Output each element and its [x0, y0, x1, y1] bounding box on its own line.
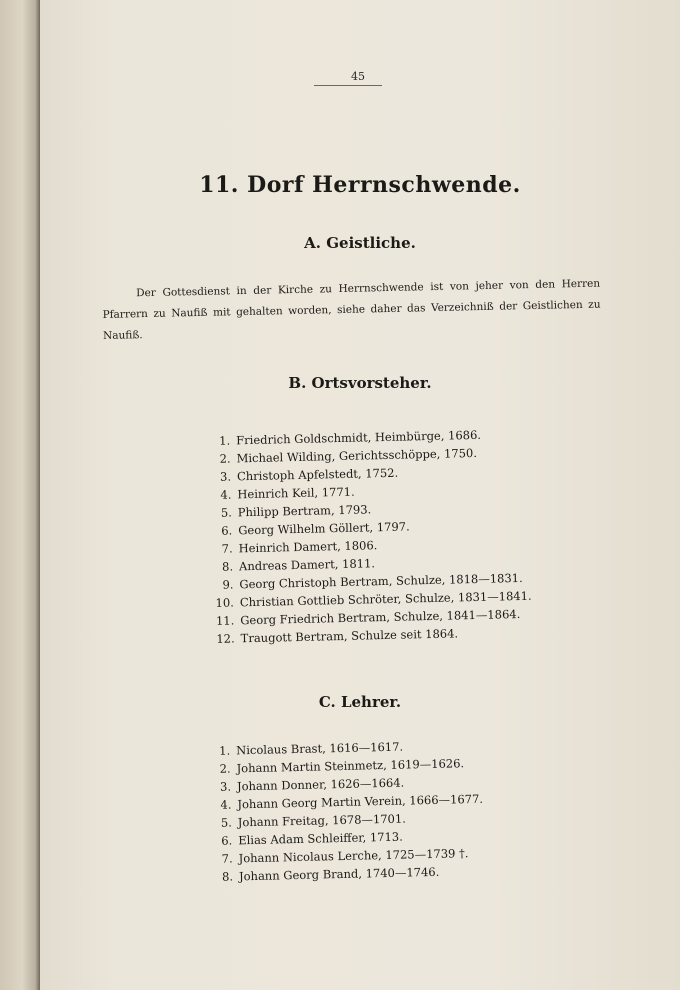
list-item-text: Johann Nicolaus Lerche, 1725—1739 †.: [238, 846, 469, 866]
list-item-text: Elias Adam Schleiffer, 1713.: [238, 829, 403, 848]
list-item-number: 8.: [221, 559, 234, 574]
list-item-number: 1.: [219, 433, 231, 448]
list-item-text: Traugott Bertram, Schulze seit 1864.: [240, 626, 459, 646]
chapter-title: 11. Dorf Herrnschwende.: [199, 172, 521, 198]
list-item-text: Christian Gottlieb Schröter, Schulze, 1831—1841.: [239, 588, 532, 610]
list-item-number: 6.: [221, 523, 233, 538]
section-heading-mayors: B. Ortsvorsteher.: [288, 374, 432, 392]
list-item-text: Johann Donner, 1626—1664.: [236, 775, 405, 794]
list-item-number: 4.: [220, 487, 232, 502]
header-rule: [314, 85, 382, 86]
list-item-text: Andreas Damert, 1811.: [238, 556, 376, 574]
list-item-text: Johann Martin Steinmetz, 1619—1626.: [236, 756, 465, 776]
page-number: 45: [351, 70, 365, 83]
list-item-text: Nicolaus Brast, 1616—1617.: [236, 739, 404, 758]
list-item-number: 1.: [219, 743, 231, 758]
list-item-number: 5.: [220, 815, 232, 830]
book-page: [40, 0, 680, 990]
list-item-number: 6.: [221, 833, 233, 848]
list-item-text: Heinrich Damert, 1806.: [238, 538, 378, 556]
list-item-text: Georg Wilhelm Göllert, 1797.: [238, 519, 410, 538]
list-item-text: Friedrich Goldschmidt, Heimbürge, 1686.: [236, 427, 482, 448]
list-item-number: 2.: [219, 761, 231, 776]
section-heading-teachers: C. Lehrer.: [318, 693, 402, 711]
list-item-number: 9.: [222, 577, 234, 592]
list-item-number: 3.: [219, 779, 232, 794]
list-item-number: 2.: [219, 451, 231, 466]
clergy-text: Der Gottesdienst in der Kirche zu Herrnschwende ist von jeher von den Herren Pfarrern zu Naufiß mit gehalten worden, siehe daher das Verzeichniß der Geistlichen zu Naufiß.: [102, 277, 601, 342]
list-item-number: 10.: [215, 595, 235, 610]
list-item-number: 11.: [215, 613, 235, 628]
list-item-text: Christoph Apfelstedt, 1752.: [236, 465, 399, 484]
list-item-number: 8.: [221, 869, 234, 884]
mayors-list: [208, 425, 533, 648]
list-item-text: Johann Georg Martin Verein, 1666—1677.: [237, 791, 484, 812]
list-item-number: 7.: [221, 541, 233, 556]
list-item-number: 4.: [220, 797, 232, 812]
list-item-text: Johann Georg Brand, 1740—1746.: [238, 864, 440, 884]
list-item-text: Heinrich Keil, 1771.: [237, 484, 355, 502]
teachers-list: [208, 736, 485, 886]
list-item-text: Georg Christoph Bertram, Schulze, 1818—1831.: [239, 570, 523, 592]
clergy-paragraph: [102, 274, 601, 347]
list-item-text: Johann Freitag, 1678—1701.: [237, 811, 407, 830]
list-item-text: Michael Wilding, Gerichtsschöppe, 1750.: [236, 445, 478, 466]
list-item-number: 3.: [219, 469, 232, 484]
list-item-text: Georg Friedrich Bertram, Schulze, 1841—1864.: [240, 606, 521, 628]
section-heading-clergy: A. Geistliche.: [304, 234, 416, 252]
facing-page-edge: [0, 0, 40, 990]
list-item-text: Philipp Bertram, 1793.: [237, 502, 372, 520]
list-item-number: 5.: [220, 505, 232, 520]
list-item-number: 7.: [221, 851, 233, 866]
list-item-number: 12.: [216, 631, 235, 646]
